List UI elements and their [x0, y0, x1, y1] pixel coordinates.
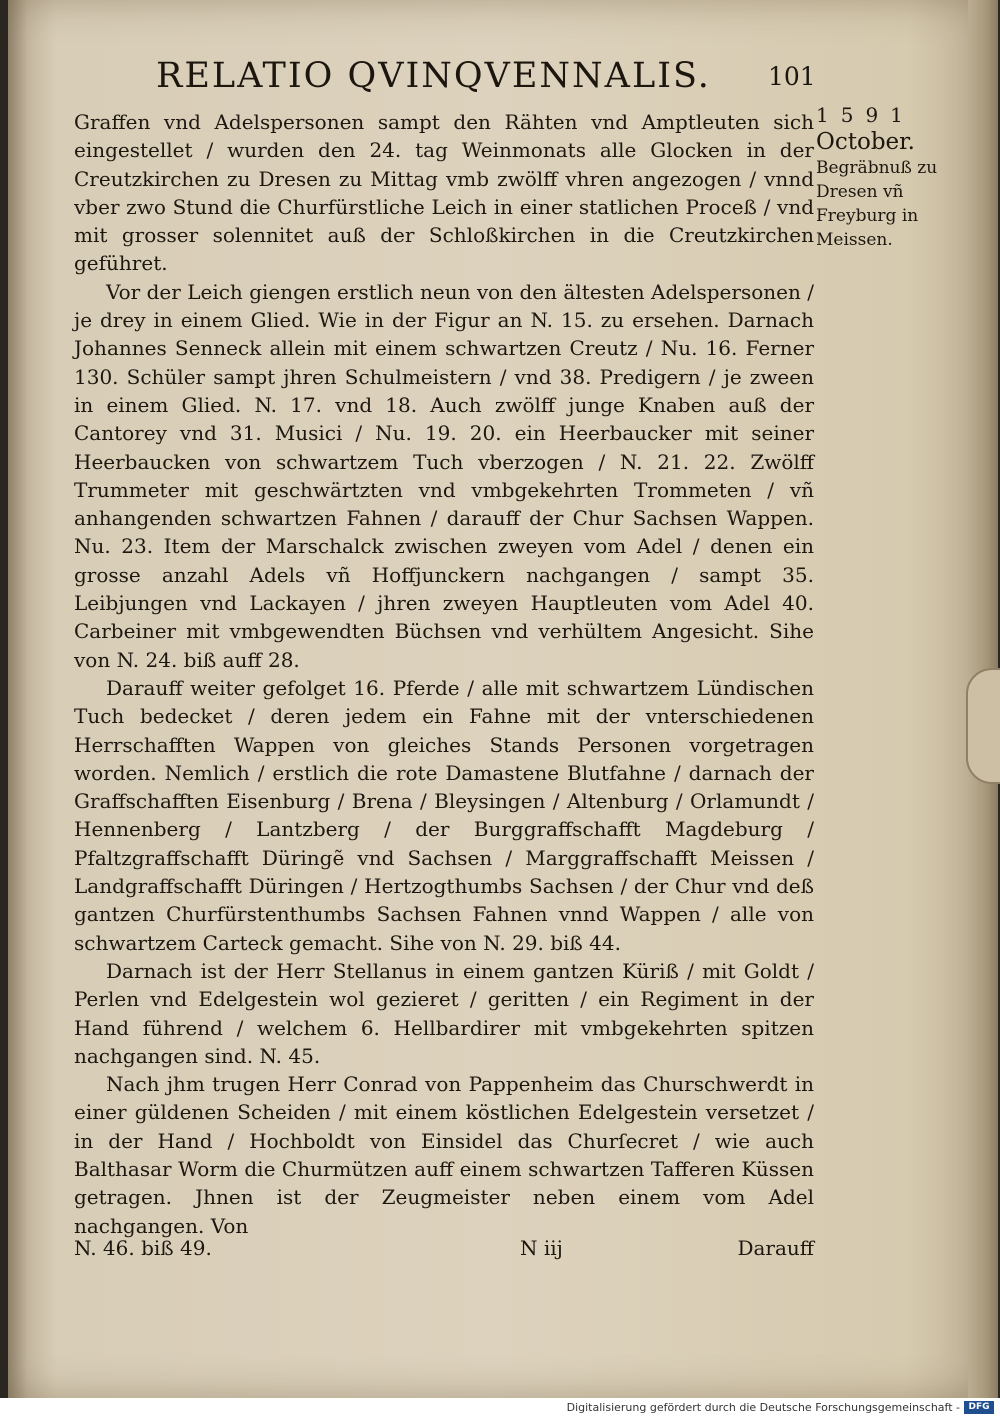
- footer-bar: [0, 1398, 1000, 1418]
- folio-number: 101: [768, 62, 816, 91]
- dfg-logo: DFG: [964, 1401, 994, 1414]
- paragraph-5: Nach jhm trugen Herr Conrad von Pappenheim das Churschwerdt in einer güldenen Scheiden / mit einem köstlichen Edelgestein versetzet / in der Hand / Hochboldt von Einsidel das Churſecret / wie auch Balthasar Worm die Churmützen auff einem schwartzen Tafferen Küssen getragen. Jhnen ist der Zeugmeister neben einem vom Adel nachgangen. Von: [74, 1072, 814, 1238]
- footer-credit: Digitalisierung gefördert durch die Deutsche Forschungsgemeinschaft -: [566, 1401, 960, 1414]
- signature-mark: N iij: [520, 1236, 563, 1260]
- page-tab-marker: [966, 668, 1000, 784]
- paragraph-1: Graffen vnd Adelspersonen sampt den Rähten vnd Amptleuten sich eingestellet / wurden den 24. tag Weinmonats alle Glocken in der Creutzkirchen zu Dresen zu Mittag vmb zwölff vhren angezogen / vnnd vber zwo Stund die Churfürstliche Leich in einer statlichen Proceß / vnd mit grosser solennitet auß der Schloßkirchen in die Creutzkirchen geführet.: [74, 110, 814, 276]
- page-header: [156, 56, 836, 96]
- last-line-text: N. 46. biß 49.: [74, 1236, 212, 1260]
- bottom-line: [74, 1236, 814, 1266]
- running-title: RELATIO QVINQVENNALIS.: [156, 56, 711, 96]
- margin-month: October.: [816, 129, 915, 155]
- paragraph-3: Darauff weiter gefolget 16. Pferde / alle mit schwartzem Lündischen Tuch bedecket / deren jedem ein Fahne mit der vnterschiedenen Herrschafften Wappen von gleiches Stands Personen vorgetragen worden. Nemlich / erstlich die rote Damastene Blutfahne / darnach der Graffschafften Eisenburg / Brena / Bleysingen / Altenburg / Orlamundt / Hennenberg / Lantzberg / der Burggraffschafft Magdeburg / Pfaltzgraffschafft Düringẽ vnd Sachsen / Marggraffschafft Meissen / Landgraffschafft Düringen / Hertzogthumbs Sachsen / der Chur vnd deß gantzen Churfürstenthumbs Sachsen Fahnen vnnd Wappen / alle von schwartzem Carteck gemacht. Sihe von N. 29. biß 44.: [74, 675, 814, 955]
- body-text: [74, 108, 814, 1240]
- book-page: [8, 0, 986, 1398]
- catchword: Darauff: [737, 1236, 814, 1260]
- margin-note: [816, 102, 966, 252]
- paragraph-4: Darnach ist der Herr Stellanus in einem gantzen Küriß / mit Goldt / Perlen vnd Edelgestein wol gezieret / geritten / ein Regiment in der Hand führend / welchem 6. Hellbardirer mit vmbgekehrten spitzen nachgangen sind. N. 45.: [74, 958, 814, 1068]
- margin-note-text: Begräbnuß zu Dresen vñ Freyburg in Meissen.: [816, 158, 938, 250]
- paragraph-2: Vor der Leich giengen erstlich neun von den ältesten Adelspersonen / je drey in einem Glied. Wie in der Figur an N. 15. zu ersehen. Darnach Johannes Senneck allein mit einem schwartzen Creutz / Nu. 16. Ferner 130. Schüler sampt jhren Schulmeistern / vnd 38. Predigern / je zween in einem Glied. N. 17. vnd 18. Auch zwölff junge Knaben auß der Cantorey vnd 31. Musici / Nu. 19. 20. ein Heerbaucker mit seiner Heerbaucken von schwartzem Tuch vberzogen / N. 21. 22. Zwölff Trummeter mit geschwärtzten vnd vmbgekehrten Trommeten / vñ anhangenden schwartzen Fahnen / darauff der Chur Sachsen Wappen. Nu. 23. Item der Marschalck zwischen zweyen vom Adel / denen ein grosse anzahl Adels vñ Hoffjunckern nachgangen / sampt 35. Leibjungen vnd Lackayen / jhren zweyen Hauptleuten vom Adel 40. Carbeiner mit vmbgewendten Büchsen vnd verhültem Angesicht. Sihe von N. 24. biß auff 28.: [74, 279, 814, 672]
- margin-year: 1591: [816, 103, 915, 127]
